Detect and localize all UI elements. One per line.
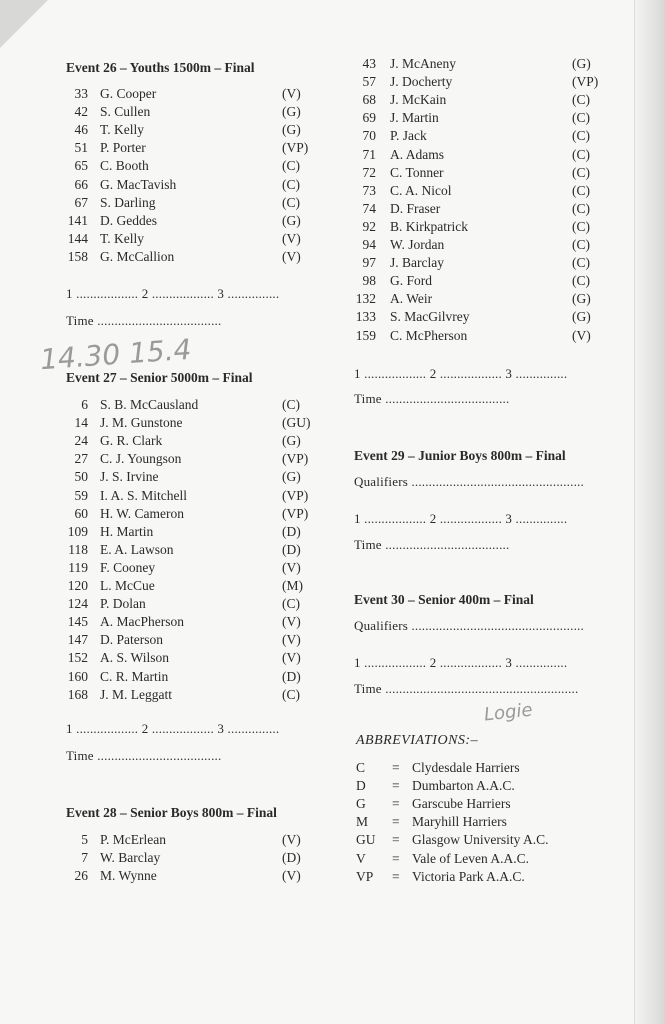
entry-name: J. M. Leggatt <box>100 686 172 702</box>
event-title: Event 27 – Senior 5000m – Final <box>66 370 253 385</box>
places-line: 1 .................. 2 .................. 3 ............... <box>66 721 280 736</box>
entry-row <box>66 414 322 432</box>
entry-number: 70 <box>362 128 376 144</box>
entry-number: 67 <box>74 194 88 210</box>
entry-club: (V) <box>282 868 301 884</box>
abbreviation-code: GU <box>356 832 376 848</box>
entry-number: 42 <box>74 104 88 120</box>
entry-number: 14 <box>74 415 88 431</box>
entry-name: P. McErlean <box>100 832 166 847</box>
time-line: Time .................................... <box>354 537 510 552</box>
entry-club: (C) <box>572 146 590 162</box>
abbreviation-code: D <box>356 778 366 794</box>
entry-number: 119 <box>68 559 88 575</box>
entry-row <box>66 849 322 867</box>
entry-club: (G) <box>282 122 301 138</box>
time-line: Time .................................... <box>66 748 222 763</box>
entry-name: P. Dolan <box>100 596 146 612</box>
entry-club: (G) <box>282 104 301 120</box>
entry-number: 160 <box>67 668 88 684</box>
entry-row <box>66 541 322 559</box>
entry-club: (C) <box>282 596 300 612</box>
entry-row <box>66 487 322 505</box>
entry-number: 92 <box>362 218 376 234</box>
entry-row <box>354 55 610 73</box>
entry-number: 65 <box>74 158 88 174</box>
entry-number: 74 <box>362 200 376 216</box>
entry-name: L. McCue <box>100 578 155 593</box>
abbreviation-row <box>354 777 610 795</box>
abbreviation-club-name: Garscube Harriers <box>412 796 511 812</box>
abbreviation-equals: = <box>392 868 400 884</box>
abbreviation-row <box>354 831 610 849</box>
abbreviation-code: M <box>356 814 369 830</box>
page-corner-fold <box>0 0 48 48</box>
entry-row <box>66 176 322 194</box>
entry-club: (C) <box>572 200 590 216</box>
entry-club: (VP) <box>282 487 309 503</box>
entry-name: P. Jack <box>390 128 427 144</box>
entry-name: D. Geddes <box>100 212 157 228</box>
entry-name: B. Kirkpatrick <box>390 218 468 234</box>
entry-name: W. Barclay <box>100 850 161 866</box>
abbreviation-club-name: Vale of Leven A.A.C. <box>412 850 529 866</box>
entry-name: A. MacPherson <box>100 614 184 630</box>
entry-number: 132 <box>355 291 376 307</box>
entry-row <box>66 432 322 450</box>
entry-row <box>354 182 610 200</box>
entry-club: (D) <box>282 850 301 866</box>
abbreviation-equals: = <box>392 850 400 866</box>
abbreviation-code: V <box>356 850 366 866</box>
entry-name: J. M. Gunstone <box>100 415 183 431</box>
places-line: 1 .................. 2 .................. 3 ............... <box>354 366 568 381</box>
entry-row <box>66 595 322 613</box>
entry-number: 51 <box>74 140 88 156</box>
entry-number: 97 <box>362 255 376 271</box>
entry-club: (C) <box>282 194 300 210</box>
abbreviation-row <box>354 850 610 868</box>
entry-row <box>66 212 322 230</box>
event-title: Event 28 – Senior Boys 800m – Final <box>66 805 277 820</box>
entry-name: C. A. Nicol <box>390 182 452 198</box>
entry-club: (C) <box>572 273 590 289</box>
entry-row <box>66 450 322 468</box>
entry-row <box>354 254 610 272</box>
entry-number: 144 <box>67 230 88 246</box>
places-line: 1 .................. 2 .................. 3 ............... <box>354 511 568 526</box>
entry-name: C. McPherson <box>390 327 468 343</box>
entry-row <box>354 272 610 290</box>
abbreviation-equals: = <box>392 778 400 794</box>
handwritten-note-event30: Logie <box>483 699 534 726</box>
entry-name: T. Kelly <box>100 122 144 138</box>
entry-row <box>66 248 322 266</box>
entry-name: J. McAneny <box>390 56 456 71</box>
entry-club: (V) <box>282 614 301 630</box>
event-title: Event 30 – Senior 400m – Final <box>354 592 534 607</box>
entry-club: (G) <box>572 309 591 325</box>
time-line: Time .................................... <box>354 391 510 406</box>
entry-row <box>66 121 322 139</box>
entry-name: C. R. Martin <box>100 668 169 684</box>
entry-number: 50 <box>74 469 88 485</box>
entry-name: W. Jordan <box>390 237 445 252</box>
entry-club: (G) <box>282 212 301 228</box>
entry-number: 147 <box>67 632 88 648</box>
entry-name: S. Darling <box>100 194 156 210</box>
entry-club: (C) <box>572 218 590 234</box>
abbreviation-club-name: Dumbarton A.A.C. <box>412 778 515 794</box>
entry-club: (C) <box>572 92 590 108</box>
abbreviation-row <box>354 759 610 777</box>
entry-number: 118 <box>68 541 88 557</box>
entry-number: 24 <box>74 433 88 449</box>
entry-row <box>354 218 610 236</box>
entry-number: 124 <box>67 596 88 612</box>
entry-club: (C) <box>572 128 590 144</box>
entry-row <box>354 127 610 145</box>
entry-name: F. Cooney <box>100 559 156 575</box>
entry-club: (VP) <box>282 505 309 521</box>
entry-row <box>66 103 322 121</box>
entry-number: 59 <box>74 487 88 503</box>
qualifiers-line: Qualifiers .................................................. <box>354 474 584 489</box>
entry-row <box>66 631 322 649</box>
entry-number: 26 <box>74 868 88 884</box>
entry-name: T. Kelly <box>100 230 144 246</box>
abbreviation-code: C <box>356 760 366 775</box>
entry-club: (V) <box>282 832 301 847</box>
qualifiers-line: Qualifiers .................................................. <box>354 618 584 633</box>
entry-club: (C) <box>282 686 300 702</box>
entry-number: 5 <box>81 832 88 847</box>
entry-name: E. A. Lawson <box>100 541 174 557</box>
entry-name: J. Docherty <box>390 74 453 90</box>
entry-number: 46 <box>74 122 88 138</box>
entry-name: P. Porter <box>100 140 146 156</box>
entry-name: S. Cullen <box>100 104 151 120</box>
entry-row <box>354 200 610 218</box>
entry-name: S. MacGilvrey <box>390 309 470 325</box>
entry-name: C. J. Youngson <box>100 451 182 467</box>
entry-number: 141 <box>67 212 88 228</box>
abbreviation-club-name: Clydesdale Harriers <box>412 760 520 775</box>
abbreviation-code: VP <box>356 868 374 884</box>
entry-club: (C) <box>282 397 300 412</box>
entry-name: G. McCallion <box>100 248 175 264</box>
entry-club: (V) <box>282 559 301 575</box>
entry-row <box>66 867 322 885</box>
entry-row <box>354 290 610 308</box>
entry-row <box>66 613 322 631</box>
entry-row <box>66 831 322 849</box>
abbreviation-club-name: Victoria Park A.A.C. <box>412 868 525 884</box>
entry-number: 43 <box>362 56 376 71</box>
entry-club: (VP) <box>282 140 309 156</box>
entry-name: A. Adams <box>390 146 444 162</box>
entry-club: (VP) <box>282 451 309 467</box>
entry-number: 71 <box>362 146 376 162</box>
entry-name: H. W. Cameron <box>100 505 184 521</box>
entry-row <box>354 109 610 127</box>
abbreviation-club-name: Maryhill Harriers <box>412 814 507 830</box>
entry-row <box>354 146 610 164</box>
entry-name: M. Wynne <box>100 868 157 884</box>
entry-row <box>66 139 322 157</box>
entry-number: 7 <box>81 850 88 866</box>
entry-club: (V) <box>282 86 301 101</box>
entry-club: (G) <box>282 469 301 485</box>
places-line: 1 .................. 2 .................. 3 ............... <box>66 286 280 301</box>
entry-number: 120 <box>67 578 88 593</box>
entry-club: (V) <box>282 632 301 648</box>
entry-row <box>66 230 322 248</box>
entry-name: D. Paterson <box>100 632 163 648</box>
places-line: 1 .................. 2 .................. 3 ............... <box>354 655 568 670</box>
entry-club: (V) <box>282 650 301 666</box>
entry-name: I. A. S. Mitchell <box>100 487 187 503</box>
abbreviation-code: G <box>356 796 366 812</box>
entry-number: 69 <box>362 110 376 126</box>
entry-row <box>354 91 610 109</box>
abbreviation-equals: = <box>392 832 400 848</box>
entry-number: 68 <box>362 92 376 108</box>
entry-row <box>354 73 610 91</box>
entry-row <box>354 327 610 345</box>
event-title: Event 29 – Junior Boys 800m – Final <box>354 448 566 463</box>
entry-number: 133 <box>355 309 376 325</box>
entry-row <box>66 686 322 704</box>
entry-number: 158 <box>67 248 88 264</box>
entry-row <box>66 468 322 486</box>
entry-name: G. Ford <box>390 273 433 289</box>
entry-number: 72 <box>362 164 376 180</box>
entry-name: G. R. Clark <box>100 433 163 449</box>
abbreviation-equals: = <box>392 814 400 830</box>
entry-club: (M) <box>282 578 303 593</box>
handwritten-note-event27: 14.30 15.4 <box>39 332 193 377</box>
entry-club: (C) <box>282 158 300 174</box>
entry-number: 6 <box>81 397 88 412</box>
entry-name: J. Martin <box>390 110 439 126</box>
entry-club: (D) <box>282 541 301 557</box>
entry-club: (G) <box>572 56 591 71</box>
entry-row <box>66 194 322 212</box>
entry-row <box>66 157 322 175</box>
entry-name: H. Martin <box>100 523 154 539</box>
entry-number: 73 <box>362 182 376 198</box>
abbreviation-club-name: Glasgow University A.C. <box>412 832 549 848</box>
entry-name: A. S. Wilson <box>100 650 169 666</box>
entry-club: (C) <box>572 237 590 252</box>
entry-number: 109 <box>67 523 88 539</box>
entry-club: (V) <box>572 327 591 343</box>
entry-club: (D) <box>282 523 301 539</box>
entry-club: (C) <box>572 182 590 198</box>
entry-name: G. Cooper <box>100 86 157 101</box>
entry-row <box>354 164 610 182</box>
entry-row <box>66 649 322 667</box>
entry-number: 168 <box>67 686 88 702</box>
entry-row <box>354 236 610 254</box>
entry-club: (D) <box>282 668 301 684</box>
entry-row <box>66 559 322 577</box>
entry-number: 152 <box>67 650 88 666</box>
entry-club: (V) <box>282 248 301 264</box>
entry-number: 60 <box>74 505 88 521</box>
entry-number: 145 <box>67 614 88 630</box>
entry-row <box>66 523 322 541</box>
entry-number: 159 <box>355 327 376 343</box>
entry-number: 27 <box>74 451 88 467</box>
entry-name: C. Booth <box>100 158 149 174</box>
entry-row <box>66 668 322 686</box>
entry-club: (VP) <box>572 74 599 90</box>
entry-number: 66 <box>74 176 88 192</box>
event-title: Event 26 – Youths 1500m – Final <box>66 60 255 75</box>
entry-name: J. S. Irvine <box>100 469 159 485</box>
abbreviation-row <box>354 813 610 831</box>
entry-row <box>354 308 610 326</box>
entry-club: (V) <box>282 230 301 246</box>
entry-club: (C) <box>572 164 590 180</box>
entry-row <box>66 577 322 595</box>
abbreviation-row <box>354 795 610 813</box>
entry-club: (G) <box>282 433 301 449</box>
entry-club: (C) <box>572 255 590 271</box>
entry-number: 57 <box>362 74 376 90</box>
entry-number: 94 <box>362 237 376 252</box>
page-edge-shadow <box>634 0 665 1024</box>
entry-name: D. Fraser <box>390 200 441 216</box>
abbreviations-title: ABBREVIATIONS:– <box>356 733 479 748</box>
time-line: Time .................................... <box>66 313 222 328</box>
entry-number: 33 <box>74 86 88 101</box>
entry-name: J. McKain <box>390 92 447 108</box>
entry-number: 98 <box>362 273 376 289</box>
entry-name: S. B. McCausland <box>100 397 199 412</box>
entry-name: J. Barclay <box>390 255 444 271</box>
abbreviation-equals: = <box>392 760 400 775</box>
entry-name: G. MacTavish <box>100 176 177 192</box>
entry-row <box>66 505 322 523</box>
entry-club: (C) <box>282 176 300 192</box>
entry-club: (C) <box>572 110 590 126</box>
entry-row <box>66 396 322 414</box>
abbreviation-equals: = <box>392 796 400 812</box>
abbreviation-row <box>354 868 610 886</box>
entry-row <box>66 85 322 103</box>
time-line: Time ........................................................ <box>354 681 579 696</box>
entry-name: C. Tonner <box>390 164 444 180</box>
entry-club: (G) <box>572 291 591 307</box>
entry-club: (GU) <box>282 415 311 431</box>
entry-name: A. Weir <box>390 291 433 307</box>
